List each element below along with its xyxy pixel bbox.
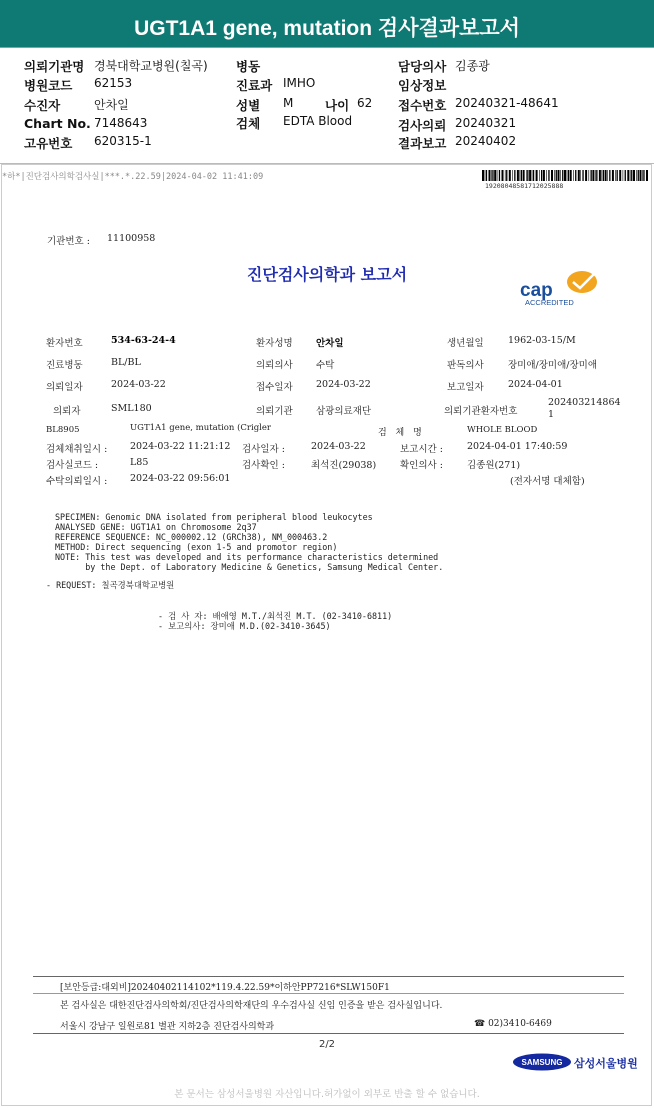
patient-label-org-patient-no: 의뢰기관환자번호 (444, 406, 518, 417)
info-label-department: 진료과 (236, 78, 273, 93)
header-divider (0, 47, 654, 48)
request-line: - REQUEST: 칠곡경북대학교병원 (46, 580, 175, 590)
address-line: 서울시 강남구 일원로81 별관 지하2층 진단검사의학과 (60, 1022, 275, 1032)
patient-label-ward: 진료병동 (46, 360, 83, 371)
barcode-bar (512, 170, 513, 181)
patient-label-requesting-org: 의뢰기관 (256, 406, 293, 417)
report-header-title: UGT1A1 gene, mutation 검사결과보고서 (134, 17, 520, 40)
barcode-bar (619, 170, 621, 181)
barcode-bar (551, 170, 553, 181)
patient-value-patient-no: 534-63-24-4 (111, 335, 176, 346)
patient-label-reading-doctor: 판독의사 (447, 360, 484, 371)
barcode-bar (486, 170, 487, 181)
barcode-bar (575, 170, 576, 181)
samsung-logo-text: SAMSUNG (521, 1058, 563, 1067)
barcode-bar (646, 170, 648, 181)
barcode-bar (591, 170, 592, 181)
barcode-bar (562, 170, 563, 181)
barcode-bar (539, 170, 540, 181)
barcode-bar (482, 170, 484, 181)
barcode-bar (642, 170, 643, 181)
patient-value-birth: 1962-03-15/M (508, 335, 576, 346)
test-label-consignment-time: 수탁의뢰일시 : (46, 476, 108, 487)
info-label-requesting-institution: 의뢰기관명 (24, 59, 85, 74)
patient-value-org-patient-no: 202403214864 (548, 397, 621, 408)
detail-line: REFERENCE SEQUENCE: NC_000002.12 (GRCh38), NM_000463.2 (55, 532, 328, 542)
barcode-bar (612, 170, 614, 181)
barcode-bar (585, 170, 587, 181)
info-label-sex: 성별 (236, 98, 261, 113)
info-value-sex: M (283, 96, 294, 110)
barcode-bar (521, 170, 522, 181)
institution-no-value: 11100958 (107, 233, 156, 244)
barcode-bar (514, 170, 515, 181)
barcode-bar (640, 170, 642, 181)
info-value-requesting-institution: 경북대학교병원(칠곡) (94, 59, 208, 73)
disclaimer-note: 본 문서는 삼성서울병원 자산입니다.허가없이 외부로 반출 할 수 없습니다. (174, 1089, 480, 1100)
barcode-bar (602, 170, 603, 181)
test-label-test-date: 검사일자 : (242, 444, 285, 455)
info-label-clinical-info: 임상정보 (398, 78, 447, 93)
barcode-bar (617, 170, 618, 181)
hospital-name: 삼성서울병원 (574, 1057, 638, 1070)
barcode-bar (623, 170, 624, 181)
barcode-bar (567, 170, 568, 181)
info-value-specimen: EDTA Blood (283, 114, 353, 128)
barcode-bar (570, 170, 572, 181)
test-label-report-time: 보고시간 : (400, 444, 443, 455)
barcode-bar (643, 170, 644, 181)
info-label-test-request: 검사의뢰 (398, 118, 447, 133)
report-title: 진단검사의학과 보고서 (246, 265, 408, 284)
test-name: UGT1A1 gene, mutation (Crigler (130, 423, 271, 433)
barcode-bar (596, 170, 597, 181)
patient-label-report-date: 보고일자 (447, 382, 484, 393)
barcode-bar (564, 170, 566, 181)
info-value-chart-no: 7148643 (94, 116, 148, 130)
barcode-bar (491, 170, 492, 181)
footer-top-rule (33, 976, 624, 977)
test-label-verified-by: 검사확인 : (242, 460, 285, 471)
patient-value-order-date: 2024-03-22 (111, 379, 166, 390)
barcode-bar (554, 170, 555, 181)
info-value-receipt-no: 20240321-48641 (455, 96, 559, 110)
test-label-collection-time: 검체채취일시 : (46, 444, 108, 455)
details-block (55, 512, 443, 572)
patient-value-report-date: 2024-04-01 (508, 379, 563, 390)
barcode-bar (578, 170, 580, 181)
info-label-result-report: 결과보고 (398, 136, 447, 151)
security-line: [보안등급:대외비]20240402114102*119.4.22.59*이하안PP7216*SLW150F1 (60, 983, 390, 993)
detail-line: by the Dept. of Laboratory Medicine & Genetics, Samsung Medical Center. (55, 562, 444, 572)
info-value-hospital-code: 62153 (94, 76, 133, 90)
patient-value-name: 안차일 (316, 338, 344, 349)
info-label-specimen: 검체 (236, 116, 261, 131)
barcode-bar (506, 170, 507, 181)
test-value-lab-code: L85 (130, 457, 149, 468)
barcode-bar (543, 170, 545, 181)
barcode-bar (523, 170, 525, 181)
patient-value-requesting-org: 삼광의료재단 (316, 406, 372, 417)
barcode-bar (509, 170, 511, 181)
e-signature-note: (전자서명 대체함) (510, 476, 585, 487)
barcode-bar (520, 170, 521, 181)
detail-line: ANALYSED GENE: UGT1A1 on Chromosome 2q37 (55, 522, 257, 532)
certification-line: 본 검사실은 대한진단검사의학회/진단검사의학재단의 우수검사실 신임 인증을 받은 검사실입니다. (60, 1001, 443, 1011)
barcode-bar (582, 170, 583, 181)
patient-label-birth: 생년월일 (447, 338, 484, 349)
test-value-test-date: 2024-03-22 (311, 441, 366, 452)
test-value-confirming-doctor: 김종원(271) (467, 460, 521, 471)
print-stamp: *하*|진단검사의학검사실|***.*.22.59|2024-04-02 11:41:09 (2, 172, 264, 182)
cap-logo-text: cap (520, 280, 553, 301)
detail-line: NOTE: This test was developed and its performance characteristics determined (55, 552, 439, 562)
staff-line-technologist: - 검 사 자: 배애영 M.T./최석진 M.T. (02-3410-6811) (158, 611, 393, 621)
info-value-test-request: 20240321 (455, 116, 517, 130)
barcode-bar (615, 170, 616, 181)
barcode-bar (595, 170, 596, 181)
specimen-label: 검 체 명 (378, 428, 425, 438)
barcode-bar (638, 170, 639, 181)
barcode-number: 19208048581712025888 (485, 182, 564, 190)
phone-line: ☎ 02)3410-6469 (474, 1019, 552, 1029)
barcode-bar (546, 170, 547, 181)
info-value-department: IMHO (283, 76, 316, 90)
info-value-unique-no: 620315-1 (94, 134, 152, 148)
barcode-bar (607, 170, 608, 181)
cap-logo-subtext: ACCREDITED (525, 298, 574, 307)
barcode-bar (560, 170, 561, 181)
patient-label-order-date: 의뢰일자 (46, 382, 83, 393)
barcode-bar (625, 170, 626, 181)
patient-value-ward: BL/BL (111, 357, 141, 368)
test-value-verified-by: 최석진(29038) (311, 460, 377, 471)
test-label-lab-code: 검사실코드 : (46, 460, 99, 471)
cap-accredited-logo (518, 268, 602, 308)
info-label-ward: 병동 (236, 59, 261, 74)
staff-line-reporting-doctor: - 보고의사: 장미애 M.D.(02-3410-3645) (158, 621, 331, 631)
test-code: BL8905 (46, 425, 80, 435)
barcode-bar (599, 170, 601, 181)
patient-value-reading-doctor: 장미애/장미애/장미애 (508, 360, 597, 371)
patient-label-ordering-doctor: 의뢰의사 (256, 360, 293, 371)
info-label-receipt-no: 접수번호 (398, 98, 447, 113)
barcode-bar (505, 170, 506, 181)
barcode-bar (592, 170, 594, 181)
test-label-confirming-doctor: 확인의사 : (400, 460, 443, 471)
detail-line: SPECIMEN: Genomic DNA isolated from peripheral blood leukocytes (55, 512, 373, 522)
barcode-bar (532, 170, 533, 181)
info-value-patient: 안차일 (94, 98, 129, 112)
info-label-patient: 수진자 (24, 98, 61, 113)
barcode-bar (489, 170, 491, 181)
barcode-bar (485, 170, 486, 181)
barcode-bar (494, 170, 496, 181)
footer-bottom-rule (33, 1033, 624, 1034)
detail-line: METHOD: Direct sequencing (exon 1-5 and promotor region) (55, 542, 338, 552)
barcode-bar (605, 170, 607, 181)
barcode-bar (556, 170, 557, 181)
barcode-image (482, 170, 648, 181)
barcode-bar (580, 170, 581, 181)
barcode-bar (529, 170, 531, 181)
info-label-hospital-code: 병원코드 (24, 78, 73, 93)
barcode-bar (497, 170, 498, 181)
test-value-collection-time: 2024-03-22 11:21:12 (130, 441, 231, 452)
barcode-bar (558, 170, 560, 181)
specimen-value: WHOLE BLOOD (467, 425, 538, 435)
barcode-bar (589, 170, 590, 181)
barcode-bar (568, 170, 569, 181)
barcode-bar (527, 170, 528, 181)
barcode-bar (492, 170, 493, 181)
barcode-bar (499, 170, 500, 181)
info-value-result-report: 20240402 (455, 134, 517, 148)
barcode-bar (633, 170, 635, 181)
barcode-bar (636, 170, 637, 181)
barcode-bar (533, 170, 534, 181)
barcode-bar (536, 170, 538, 181)
barcode-bar (627, 170, 629, 181)
barcode-bar (630, 170, 631, 181)
info-value-attending-doctor: 김종광 (455, 59, 490, 73)
patient-label-requester: 의뢰자 (53, 406, 81, 417)
barcode-bar (517, 170, 519, 181)
info-label-chart-no: Chart No. (24, 116, 91, 131)
test-value-consignment-time: 2024-03-22 09:56:01 (130, 473, 231, 484)
patient-label-patient-no: 환자번호 (46, 338, 83, 349)
barcode-bar (631, 170, 632, 181)
info-label-attending-doctor: 담당의사 (398, 59, 447, 74)
report-header (0, 0, 654, 47)
patient-value-org-patient-no-suffix: 1 (548, 409, 555, 420)
barcode-bar (548, 170, 549, 181)
info-value-age: 62 (357, 96, 373, 110)
barcode-bar (541, 170, 542, 181)
staff-block (158, 611, 392, 631)
patient-label-receipt-date: 접수일자 (256, 382, 293, 393)
barcode-bar (573, 170, 574, 181)
info-label-unique-no: 고유번호 (24, 136, 73, 151)
info-label-age: 나이 (325, 98, 350, 113)
patient-value-ordering-doctor: 수탁 (316, 360, 335, 371)
samsung-logo (512, 1053, 572, 1071)
footer-mid-rule (33, 993, 624, 994)
barcode-bar (609, 170, 610, 181)
patient-value-requester: SML180 (111, 403, 152, 414)
test-value-report-time: 2024-04-01 17:40:59 (467, 441, 568, 452)
barcode-bar (526, 170, 527, 181)
patient-value-receipt-date: 2024-03-22 (316, 379, 371, 390)
patient-label-name: 환자성명 (256, 338, 293, 349)
institution-no-label: 기관번호 : (47, 236, 90, 247)
page-number: 2/2 (318, 1039, 336, 1050)
barcode-bar (603, 170, 604, 181)
barcode-bar (502, 170, 504, 181)
